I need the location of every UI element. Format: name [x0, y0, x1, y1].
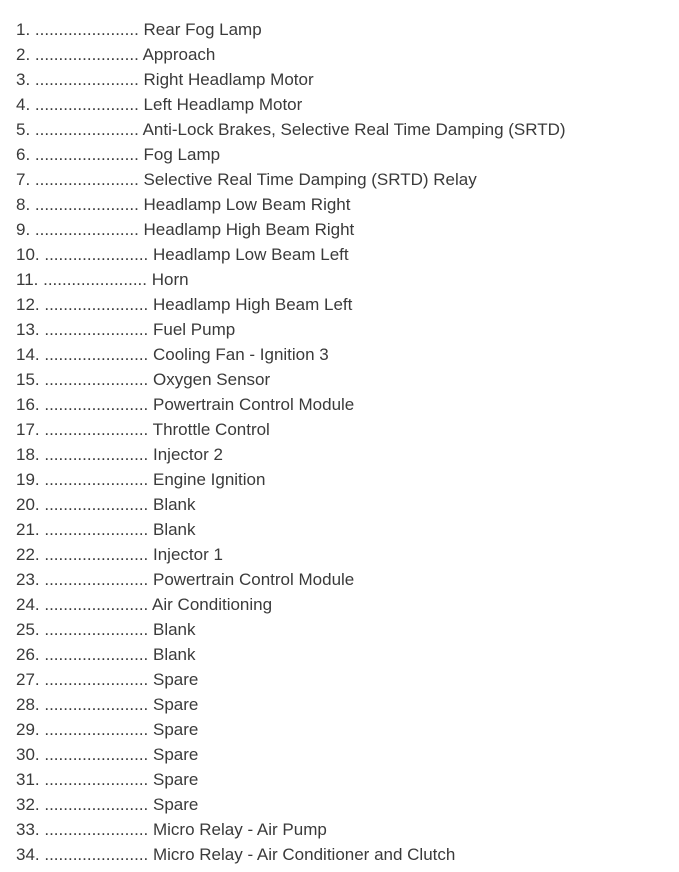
fuse-item: 18. ...................... Injector 2 [16, 445, 223, 464]
fuse-item: 15. ...................... Oxygen Sensor [16, 370, 271, 389]
fuse-item: 11. ...................... Horn [16, 270, 189, 289]
fuse-item: 17. ...................... Throttle Control [16, 420, 270, 439]
fuse-item: 4. ...................... Left Headlamp Motor [16, 95, 303, 114]
fuse-item: 10. ...................... Headlamp Low Beam Left [16, 245, 349, 264]
fuse-item: 28. ...................... Spare [16, 695, 199, 714]
fuse-item: 25. ...................... Blank [16, 620, 196, 639]
fuse-item: 14. ...................... Cooling Fan - Ignition 3 [16, 345, 329, 364]
fuse-item: 26. ...................... Blank [16, 645, 196, 664]
fuse-item: 19. ...................... Engine Ignition [16, 470, 266, 489]
fuse-item: 1. ...................... Rear Fog Lamp [16, 20, 262, 39]
fuse-item: 6. ...................... Fog Lamp [16, 145, 221, 164]
fuse-item: 9. ...................... Headlamp High Beam Right [16, 220, 355, 239]
fuse-item: 32. ...................... Spare [16, 795, 199, 814]
fuse-item: 2. ...................... Approach [16, 45, 216, 64]
fuse-item: 20. ...................... Blank [16, 495, 196, 514]
fuse-item: 30. ...................... Spare [16, 745, 199, 764]
fuse-item: 29. ...................... Spare [16, 720, 199, 739]
fuse-item: 7. ...................... Selective Real Time Damping (SRTD) Relay [16, 170, 477, 189]
fuse-item: 8. ...................... Headlamp Low Beam Right [16, 195, 351, 214]
fuse-item: 27. ...................... Spare [16, 670, 199, 689]
fuse-list [16, 17, 566, 867]
fuse-item: 13. ...................... Fuel Pump [16, 320, 236, 339]
fuse-item: 22. ...................... Injector 1 [16, 545, 223, 564]
fuse-item: 3. ...................... Right Headlamp Motor [16, 70, 314, 89]
fuse-item: 16. ...................... Powertrain Control Module [16, 395, 355, 414]
fuse-item: 31. ...................... Spare [16, 770, 199, 789]
fuse-item: 24. ...................... Air Conditioning [16, 595, 273, 614]
fuse-item: 23. ...................... Powertrain Control Module [16, 570, 355, 589]
fuse-item: 12. ...................... Headlamp High Beam Left [16, 295, 353, 314]
fuse-item: 33. ...................... Micro Relay - Air Pump [16, 820, 327, 839]
fuse-item: 21. ...................... Blank [16, 520, 196, 539]
fuse-item: 5. ...................... Anti-Lock Brakes, Selective Real Time Damping (SRTD) [16, 120, 566, 139]
fuse-item: 34. ...................... Micro Relay - Air Conditioner and Clutch [16, 845, 456, 864]
